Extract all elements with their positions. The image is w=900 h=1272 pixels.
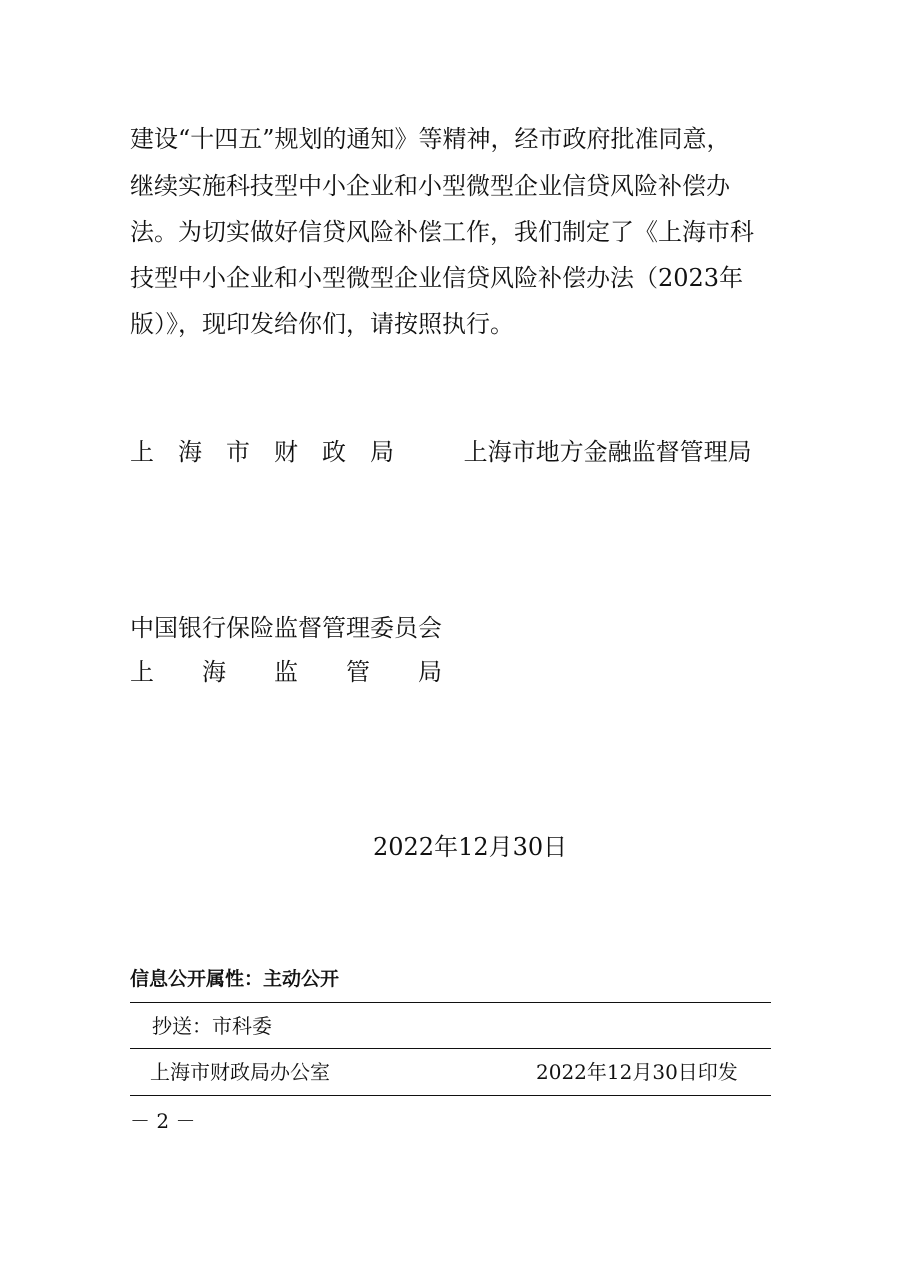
page-number: － 2 － (130, 1109, 196, 1133)
signature-row-1 (130, 440, 752, 464)
signing-date: 2022年12月30日 (373, 833, 568, 861)
issue-date: 2022年12月30日印发 (536, 1060, 738, 1084)
footer-rule-middle (130, 1048, 771, 1049)
signatory-cbirc: 中国银行保险监督管理委员会 (130, 614, 442, 642)
body-line-3: 法。为切实做好信贷风险补偿工作，我们制定了《上海市科 (130, 218, 754, 246)
body-line-5: 版）》，现印发给你们，请按照执行。 (130, 310, 514, 338)
signatory-finance-bureau: 上 海 市 财 政 局 (130, 438, 394, 466)
footer-rule-top (130, 1002, 771, 1003)
signatory-financial-regulation: 上海市地方金融监督管理局 (463, 438, 752, 466)
issuer: 上海市财政局办公室 (150, 1060, 330, 1084)
cc-line: 抄送：市科委 (152, 1014, 272, 1038)
disclosure-attribute: 信息公开属性：主动公开 (130, 968, 340, 990)
footer-rule-bottom (130, 1095, 771, 1096)
body-line-2: 继续实施科技型中小企业和小型微型企业信贷风险补偿办 (130, 172, 730, 200)
signatory-cbirc-shanghai: 上 海 监 管 局 (130, 658, 442, 686)
body-line-4: 技型中小企业和小型微型企业信贷风险补偿办法（2023年 (130, 264, 744, 292)
body-line-1: 建设“十四五”规划的通知》等精神，经市政府批准同意， (130, 125, 731, 153)
